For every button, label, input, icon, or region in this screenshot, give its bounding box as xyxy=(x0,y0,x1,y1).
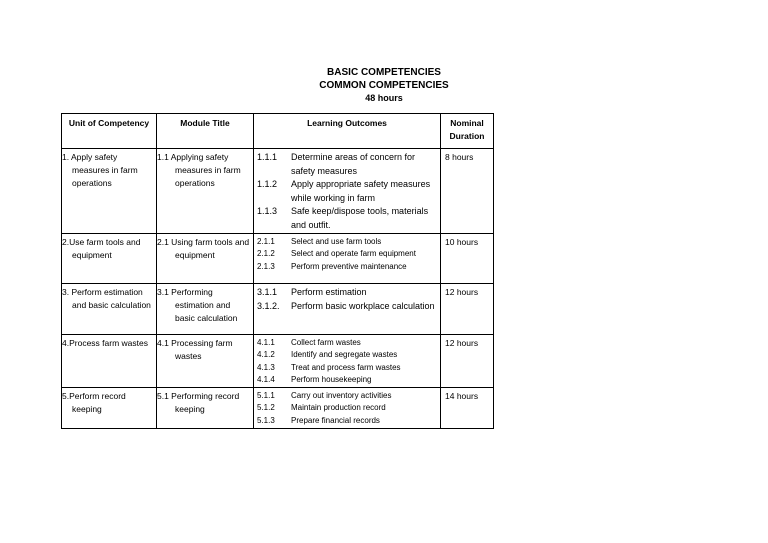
outcomes-cell xyxy=(254,335,441,388)
outcomes-cell xyxy=(254,149,441,234)
module-cell: 5.1 Performing record keeping xyxy=(157,388,254,429)
duration-cell: 14 hours xyxy=(441,388,494,429)
unit-cell: 3. Perform estimation and basic calculation xyxy=(62,284,157,335)
outcome-item: 5.1.1 Carry out inventory activities xyxy=(257,391,392,401)
outcome-item: 3.1.1 Perform estimation xyxy=(257,287,367,297)
duration-cell: 8 hours xyxy=(441,149,494,234)
unit-cell: 1. Apply safety measures in farm operations xyxy=(62,149,157,234)
outcome-item: 4.1.3 Treat and process farm wastes xyxy=(257,362,401,372)
unit-cell: 5.Perform record keeping xyxy=(62,388,157,429)
outcome-item: 2.1.3 Perform preventive maintenance xyxy=(257,261,407,271)
table-row xyxy=(62,388,494,429)
table-row xyxy=(62,149,494,234)
outcome-item: 5.1.2 Maintain production record xyxy=(257,403,386,413)
duration-cell: 12 hours xyxy=(441,335,494,388)
header-row xyxy=(62,114,494,149)
outcome-item: 5.1.3 Prepare financial records xyxy=(257,415,380,425)
table-row xyxy=(62,284,494,335)
table-row xyxy=(62,335,494,388)
outcome-item: 1.1.3 Safe keep/dispose tools, materials and outfit. xyxy=(257,206,429,230)
title-basic-competencies: BASIC COMPETENCIES xyxy=(327,67,441,78)
header-learning-outcomes: Learning Outcomes xyxy=(254,114,441,149)
title-common-competencies: COMMON COMPETENCIES xyxy=(319,80,449,91)
module-cell: 2.1 Using farm tools and equipment xyxy=(157,234,254,284)
outcome-item: 1.1.1 Determine areas of concern for safety measures xyxy=(257,152,416,176)
competency-table xyxy=(61,113,494,429)
outcomes-cell xyxy=(254,234,441,284)
outcome-item: 2.1.2 Select and operate farm equipment xyxy=(257,249,416,259)
header-nominal-duration: Nominal Duration xyxy=(441,114,494,149)
outcome-item: 3.1.2. Perform basic workplace calculation xyxy=(257,300,435,311)
outcomes-cell xyxy=(254,284,441,335)
outcome-item: 1.1.2 Apply appropriate safety measures while working in farm xyxy=(257,179,431,203)
title-total-hours: 48 hours xyxy=(365,93,403,103)
outcome-item: 4.1.4 Perform housekeeping xyxy=(257,374,372,384)
module-cell: 3.1 Performing estimation and basic calculation xyxy=(157,284,254,335)
duration-cell: 10 hours xyxy=(441,234,494,284)
table-row xyxy=(62,234,494,284)
outcome-item: 4.1.2 Identify and segregate wastes xyxy=(257,350,398,360)
unit-cell: 2.Use farm tools and equipment xyxy=(62,234,157,284)
module-cell: 4.1 Processing farm wastes xyxy=(157,335,254,388)
module-cell: 1.1 Applying safety measures in farm operations xyxy=(157,149,254,234)
duration-cell: 12 hours xyxy=(441,284,494,335)
header-unit-of-competency: Unit of Competency xyxy=(62,114,157,149)
unit-cell: 4.Process farm wastes xyxy=(62,335,157,388)
outcome-item: 2.1.1 Select and use farm tools xyxy=(257,237,382,246)
outcome-item: 4.1.1 Collect farm wastes xyxy=(257,338,361,347)
header-module-title: Module Title xyxy=(157,114,254,149)
outcomes-cell xyxy=(254,388,441,429)
